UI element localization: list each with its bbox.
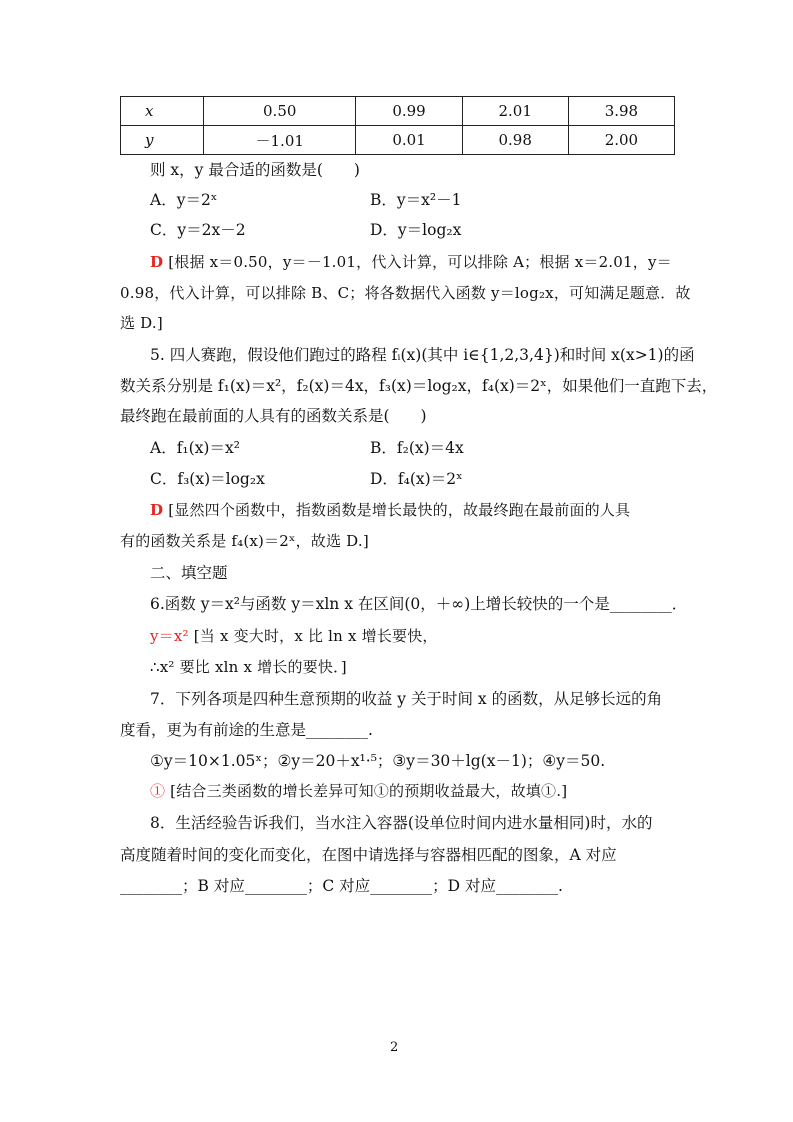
- q7-answer-red: ①: [150, 782, 166, 800]
- q5-stem-line-2: 数关系分别是 f₁(x)＝x²，f₂(x)＝4x，f₃(x)＝log₂x，f₄(x)＝2ˣ，如果他们一直跑下去，: [120, 377, 718, 395]
- section-title: 二、填空题: [150, 564, 228, 582]
- table-row-label: y: [121, 126, 204, 155]
- q7-options: ①y＝10×1.05ˣ；②y＝20＋x¹·⁵；③y＝30＋lg(x－1)；④y＝50.: [150, 752, 606, 770]
- q5-answer-text: [显然四个函数中，指数函数是增长最快的，故最终跑在最前面的人具: [168, 501, 631, 519]
- q4-option-c: C．y＝2x－2: [150, 221, 246, 239]
- q5-option-d: D．f₄(x)＝2ˣ: [370, 470, 463, 488]
- q7-stem-line-2: 度看，更为有前途的生意是________.: [120, 721, 373, 739]
- q6-answer-red: y＝x²: [150, 627, 189, 645]
- q6-answer-text: [当 x 变大时，x 比 ln x 增长要快，: [193, 627, 438, 645]
- q6-answer-line-2: ∴x² 要比 xln x 增长的要快．]: [150, 658, 347, 676]
- table-row: [121, 97, 675, 126]
- table-cell: 3.98: [568, 97, 674, 126]
- q8-stem-line-2: 高度随着时间的变化而变化，在图中请选择与容器相匹配的图象，A 对应: [120, 846, 617, 864]
- q5-answer-line-1: [150, 500, 630, 520]
- q7-answer-line: [150, 781, 567, 801]
- q4-option-b: B．y＝x²－1: [370, 191, 462, 209]
- q6-stem: 6.函数 y＝x²与函数 y＝xln x 在区间(0，＋∞)上增长较快的一个是________．: [150, 595, 688, 613]
- table-cell: 0.99: [356, 97, 462, 126]
- table-row: [121, 126, 675, 155]
- table-cell: 2.00: [568, 126, 674, 155]
- table-cell: 2.01: [462, 97, 568, 126]
- q5-answer-letter: D: [150, 501, 164, 519]
- q5-stem-line-1: 5. 四人赛跑，假设他们跑过的路程 fᵢ(x)(其中 i∈{1,2,3,4})和时间 x(x>1)的函: [150, 346, 695, 364]
- q8-stem-line-1: 8．生活经验告诉我们，当水注入容器(设单位时间内进水量相同)时，水的: [150, 814, 653, 832]
- q5-option-c: C．f₃(x)＝log₂x: [150, 470, 265, 488]
- table-cell: 0.50: [204, 97, 356, 126]
- q4-stem: 则 x，y 最合适的函数是( ): [150, 161, 360, 179]
- q5-option-a: A．f₁(x)＝x²: [150, 439, 240, 457]
- q6-answer-line-1: [150, 626, 438, 646]
- q5-option-b: B．f₂(x)＝4x: [370, 439, 464, 457]
- xy-data-table: [120, 96, 675, 155]
- q4-option-d: D．y＝log₂x: [370, 221, 462, 239]
- q4-answer-letter: D: [150, 253, 164, 271]
- q4-option-a: A．y＝2ˣ: [150, 191, 218, 209]
- q5-answer-line-2: 有的函数关系是 f₄(x)＝2ˣ，故选 D.]: [120, 532, 369, 550]
- q4-answer-line-3: 选 D.]: [120, 314, 163, 332]
- q4-answer-line-2: 0.98，代入计算，可以排除 B、C；将各数据代入函数 y＝log₂x，可知满足题意．故: [120, 284, 691, 302]
- q8-stem-line-3: ________；B 对应________；C 对应________；D 对应________.: [120, 877, 563, 895]
- q7-stem-line-1: 7．下列各项是四种生意预期的收益 y 关于时间 x 的函数，从足够长远的角: [150, 690, 663, 708]
- table-cell: 0.98: [462, 126, 568, 155]
- q5-stem-line-3: 最终跑在最前面的人具有的函数关系是( ): [120, 407, 427, 425]
- table-cell: 0.01: [356, 126, 462, 155]
- q4-answer-text: [根据 x＝0.50，y＝－1.01，代入计算，可以排除 A；根据 x＝2.01，y＝: [168, 253, 672, 271]
- table-row-label: x: [121, 97, 204, 126]
- q4-answer-line-1: [150, 252, 672, 272]
- page-number: 2: [390, 1040, 399, 1055]
- table-cell: －1.01: [204, 126, 356, 155]
- q7-answer-text: [结合三类函数的增长差异可知①的预期收益最大，故填①.]: [170, 782, 568, 800]
